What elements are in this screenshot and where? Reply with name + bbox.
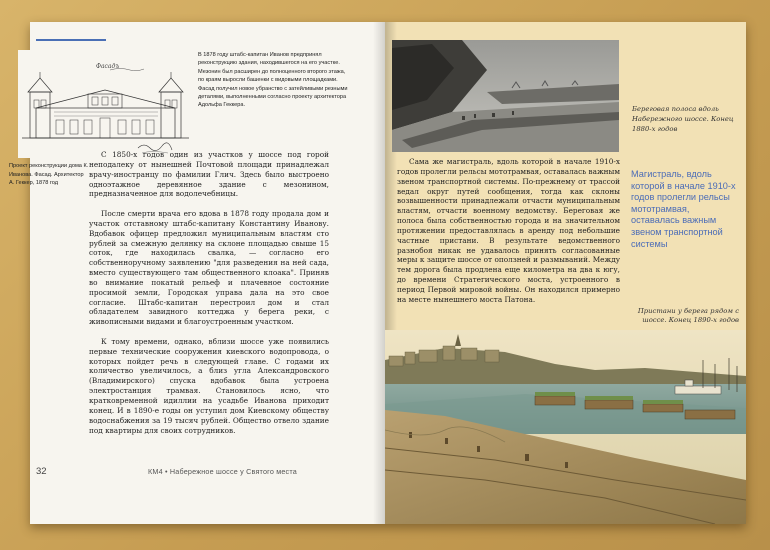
caption-piers: Пристани у берега рядом с шоссе. Конец 1890-х годов: [637, 307, 739, 325]
paragraph: С 1850-х годов один из участков у шоссе под горой неподалеку от нынешней Почтовой площади принадлежал врачу-иностранцу по фамилии Глич. Здесь было выстроено одноэтажное деревянное здание с мезонином, предназначенное для водолечебницы.: [89, 150, 329, 199]
paragraph: Сама же магистраль, вдоль которой в начале 1910-х годов пролегли рельсы мототрамвая, оставалась важным звеном транспортной системы. По-прежнему от трассой ведал округ путей сообщения, тогда как склоны возвышенности принадлежали отчасти муниципальным властям, отчасти военному ведомству. Береговая же полоса была собственностью города и на значительном протяжении предоставлялась в аренду под небольшие частные пристани. В результате ведомственного разнобоя никак не удавалось принять согласованные меры к защите шоссе от оползней и размываний. Между тем дорога была продлена еще километра на два к югу, до времени Стратегического моста, устроенного в период Первой мировой войны. Он находился примерно на месте нынешнего моста Патона.: [397, 157, 621, 304]
paragraph: После смерти врача его вдова в 1878 году продала дом и участок отставному штабс-капитану Константину Иванову. Вдобавок офицер предложил муниципальным властям сто рублей за смежную делянку на склоне площадью свыше 15 соток, где находилась свалка, — согласно его собственноручному заявлению "для разведения на ней сада, вместо существующего там общественного клоака". Приняв во внимание покатый рельеф и плачевное состояние просимой земли, Городская управа дала на это свое согласие. Штабс-капитан перестроил дом и стал обладателем завидного коттеджа у берега реки, с живописными видами и благоустроенным участком.: [89, 209, 329, 327]
sketch-caption: В 1878 году штабс-капитан Иванов предпринял реконструкцию здания, находившегося на его участке. Мезонин был расширен до полноценного второго этажа, по краям выросли башенки с видовыми площадками. Фасад получил новое убранство с затейливыми резными деталями, выполненными согласно проекту архитектора Адольфа Геккера.: [198, 52, 348, 109]
running-head: КМ4 • Набережное шоссе у Святого места: [148, 467, 297, 476]
right-body-text: [397, 157, 620, 305]
photo-piers: [385, 330, 746, 524]
accent-rule: [36, 39, 106, 41]
page-number: 32: [36, 466, 47, 477]
left-body-text: [89, 150, 329, 445]
side-caption: Проект реконструкции дома К. Иванова. Фасад. Архитектор А. Геккер, 1878 год: [9, 163, 89, 187]
pull-quote: Магистраль, вдоль которой в начале 1910-х годов пролегли рельсы мототрамвая, оставалась важным звеном транспортной системы: [631, 169, 736, 249]
caption-riverbank: Береговая полоса вдоль Набережного шоссе. Конец 1880-х годов: [632, 105, 734, 133]
sketch-label: Фасадъ: [96, 63, 120, 70]
paragraph: К тому времени, однако, вблизи шоссе уже появились первые технические сооружения киевского водопровода, о которых пойдет речь в следующей главе. С годами их количество увеличилось, а близ угла Александровского (Владимирского) спуска вдобавок была устроена электростанция трамвая. Становилось ясно, что кратковременной идиллии на усадьбе Иванова приходит конец. И в 1890-е годы он уступил дом Киевскому обществу водоснабжения за 19 тысяч рублей. Общество отвело здание под квартиры для своих сотрудников.: [89, 336, 329, 435]
architectural-sketch: [18, 50, 193, 158]
photo-riverbank: [392, 40, 619, 152]
